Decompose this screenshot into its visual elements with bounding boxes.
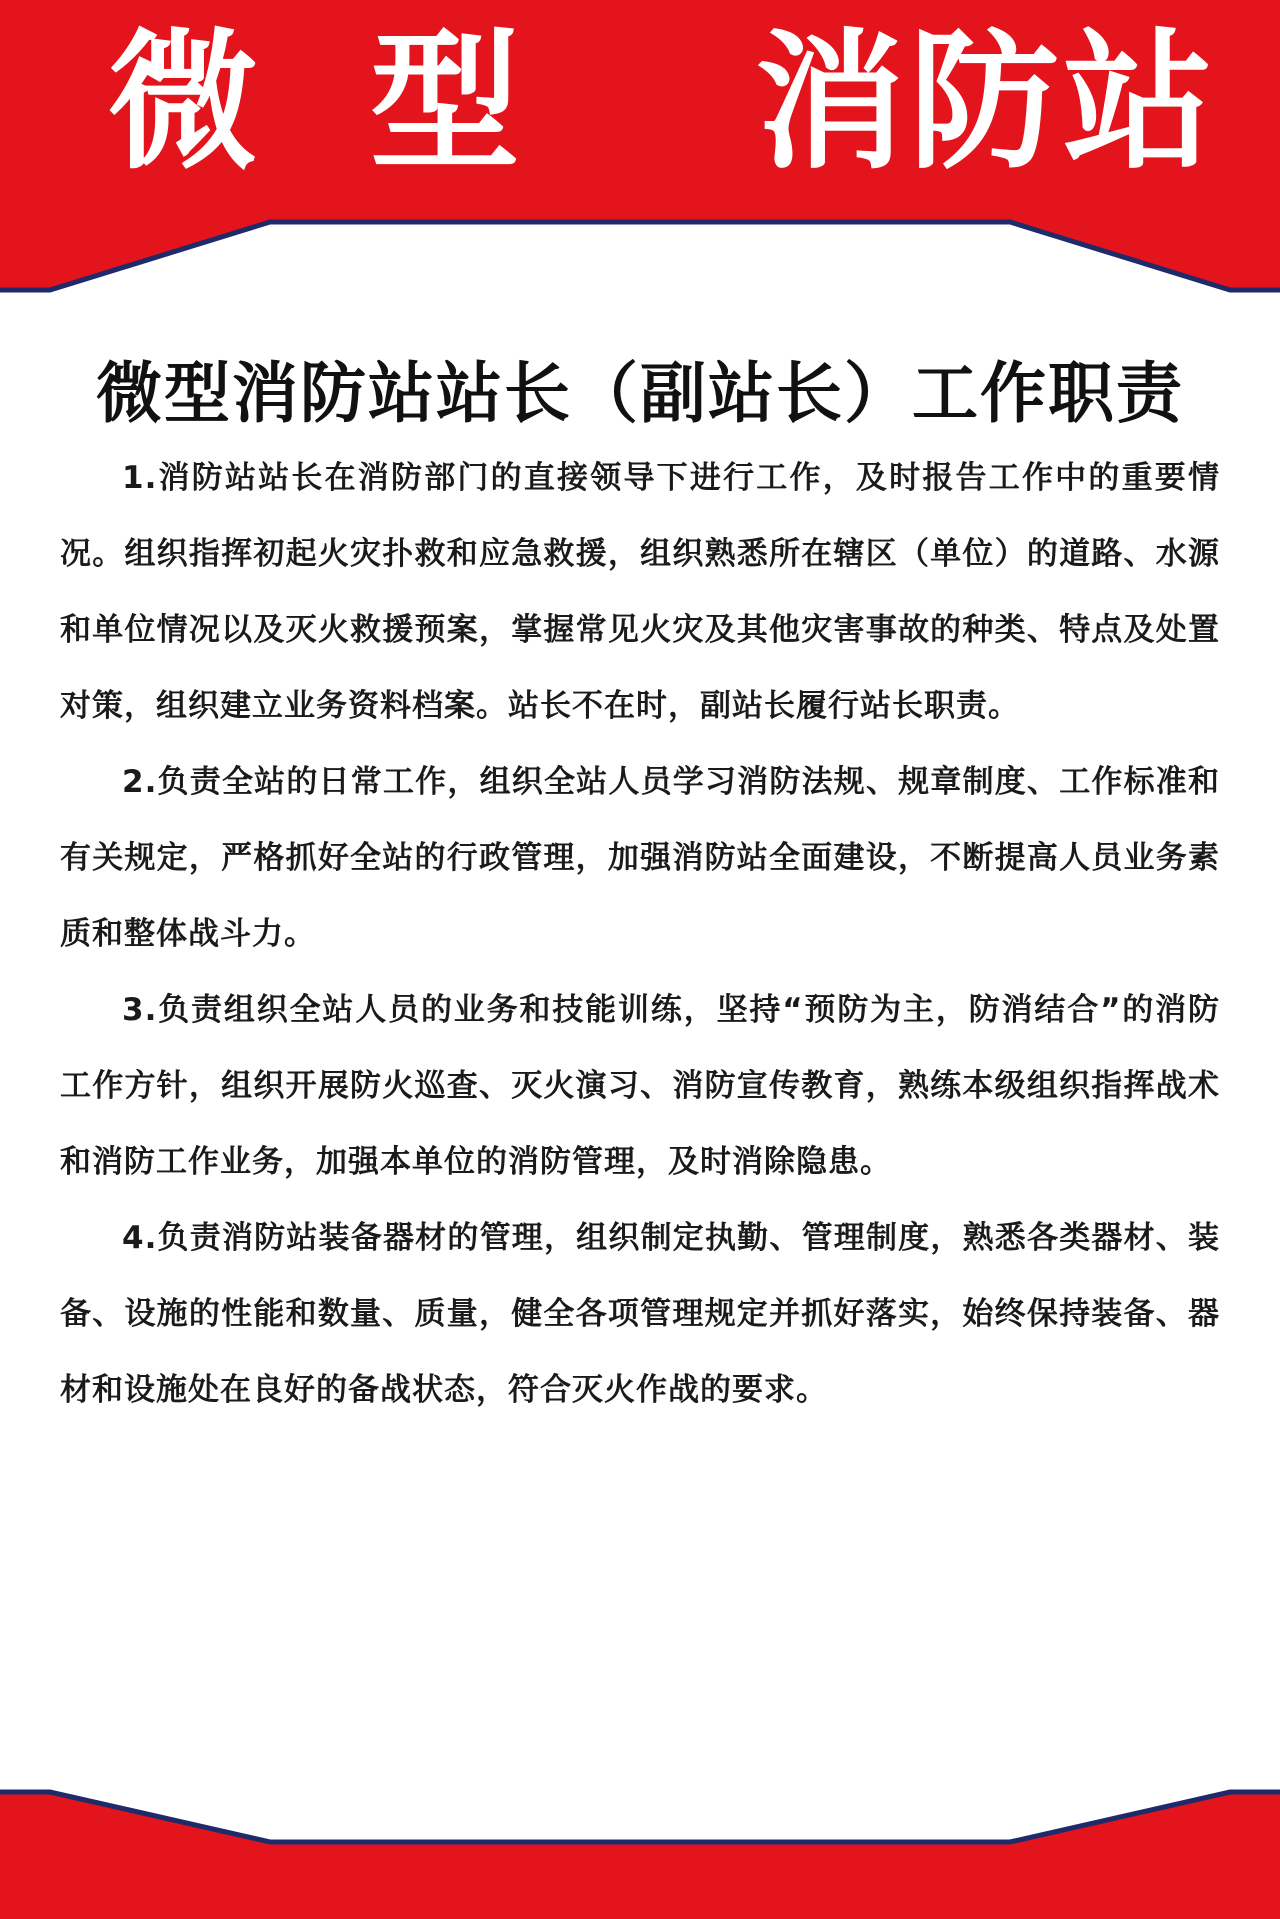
- duty-paragraph-4: 4.负责消防站装备器材的管理，组织制定执勤、管理制度，熟悉各类器材、装备、设施的性能和数量、质量，健全各项管理规定并抓好落实，始终保持装备、器材和设施处在良好的备战状态，符合灭火作战的要求。: [60, 1220, 1220, 1408]
- duty-paragraph-3: 3.负责组织全站人员的业务和技能训练，坚持“预防为主，防消结合”的消防工作方针，组织开展防火巡查、灭火演习、消防宣传教育，熟练本级组织指挥战术和消防工作业务，加强本单位的消防管理，及时消除隐患。: [60, 992, 1220, 1180]
- duties-body: [60, 440, 1220, 1428]
- bottom-banner-red-field: [0, 1792, 1280, 1919]
- bottom-banner: [0, 1780, 1280, 1919]
- duty-paragraph-1: 1.消防站站长在消防部门的直接领导下进行工作，及时报告工作中的重要情况。组织指挥初起火灾扑救和应急救援，组织熟悉所在辖区（单位）的道路、水源和单位情况以及灭火救援预案，掌握常见火灾及其他灾害事故的种类、特点及处置对策，组织建立业务资料档案。站长不在时，副站长履行站长职责。: [60, 460, 1220, 724]
- duty-paragraph-2: 2.负责全站的日常工作，组织全站人员学习消防法规、规章制度、工作标准和有关规定，严格抓好全站的行政管理，加强消防站全面建设，不断提高人员业务素质和整体战斗力。: [60, 764, 1220, 952]
- document-title: 微型消防站站长（副站长）工作职责: [96, 355, 1184, 432]
- banner-title-word-1: 微: [108, 16, 265, 190]
- banner-title-word-3: 消防站: [755, 16, 1218, 190]
- banner-title-word-2: 型: [370, 16, 527, 190]
